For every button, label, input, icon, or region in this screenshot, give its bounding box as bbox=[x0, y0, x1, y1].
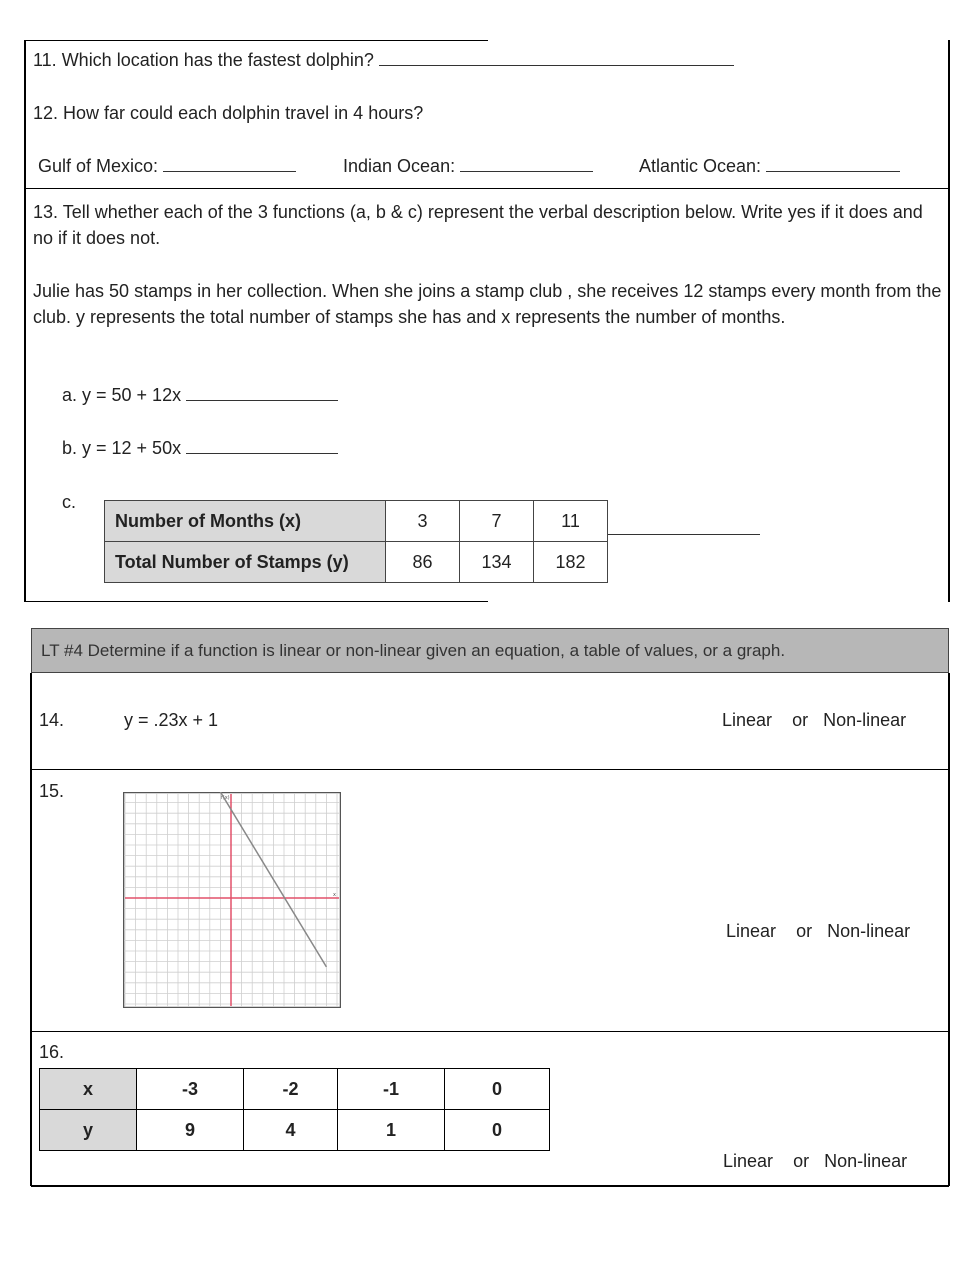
option-c-label: c. bbox=[62, 492, 77, 512]
option-a bbox=[62, 385, 338, 406]
months-header: Number of Months (x) bbox=[105, 501, 386, 542]
xy-table bbox=[39, 1068, 550, 1151]
lt4-text: LT #4 Determine if a function is linear or non-linear given an equation, a table of values, or a graph. bbox=[41, 641, 786, 660]
choice-or: or bbox=[796, 921, 813, 941]
q14-divider bbox=[31, 769, 949, 770]
table-row bbox=[105, 501, 608, 542]
table-row bbox=[40, 1069, 550, 1110]
question-11-text: 11. Which location has the fastest dolphin? bbox=[33, 50, 374, 70]
top-box-top-border bbox=[25, 40, 488, 41]
question-16-number: 16. bbox=[39, 1042, 65, 1062]
choice-nonlinear[interactable]: Non-linear bbox=[824, 1151, 908, 1171]
x-value: 0 bbox=[445, 1069, 550, 1110]
choice-linear[interactable]: Linear bbox=[726, 921, 777, 941]
stamps-value: 86 bbox=[386, 542, 460, 583]
gulf-label: Gulf of Mexico: bbox=[38, 156, 159, 176]
option-a-blank[interactable] bbox=[186, 400, 338, 401]
y-value: 0 bbox=[445, 1110, 550, 1151]
lt-box-left-border bbox=[30, 673, 32, 1186]
choice-nonlinear[interactable]: Non-linear bbox=[823, 710, 907, 730]
question-13-intro: 13. Tell whether each of the 3 functions (a, b & c) represent the verbal description below. Write yes if it does and no if it does not. bbox=[33, 202, 923, 248]
lt-box-bottom-border bbox=[31, 1185, 949, 1187]
graph-x-axis-label: x bbox=[333, 892, 336, 898]
q16-choices bbox=[723, 1151, 907, 1172]
stamps-value: 134 bbox=[460, 542, 534, 583]
y-value: 1 bbox=[338, 1110, 445, 1151]
y-header: y bbox=[40, 1110, 137, 1151]
choice-linear[interactable]: Linear bbox=[723, 1151, 774, 1171]
option-b-blank[interactable] bbox=[186, 453, 338, 454]
choice-linear[interactable]: Linear bbox=[722, 710, 773, 730]
atlantic-answer bbox=[639, 156, 900, 177]
months-value: 3 bbox=[386, 501, 460, 542]
gulf-answer bbox=[38, 156, 296, 177]
y-value: 4 bbox=[244, 1110, 338, 1151]
q14-choices bbox=[722, 710, 906, 731]
lt4-banner bbox=[31, 628, 949, 673]
choice-or: or bbox=[793, 1151, 810, 1171]
top-box-divider bbox=[25, 188, 949, 189]
top-box-right-border bbox=[948, 40, 950, 602]
indian-blank[interactable] bbox=[460, 171, 593, 172]
gulf-blank[interactable] bbox=[163, 171, 296, 172]
option-a-text: a. y = 50 + 12x bbox=[62, 385, 182, 405]
lt-box-right-border bbox=[948, 673, 950, 1186]
indian-label: Indian Ocean: bbox=[343, 156, 456, 176]
table-row bbox=[105, 542, 608, 583]
option-b-text: b. y = 12 + 50x bbox=[62, 438, 182, 458]
x-value: -2 bbox=[244, 1069, 338, 1110]
question-11 bbox=[33, 50, 734, 71]
indian-answer bbox=[343, 156, 593, 177]
months-value: 11 bbox=[534, 501, 608, 542]
x-value: -3 bbox=[137, 1069, 244, 1110]
q15-choices bbox=[726, 921, 910, 942]
question-13-story: Julie has 50 stamps in her collection. When she joins a stamp club , she receives 12 stamps every month from the club. y represents the total number of stamps she has and x represents the number of months. bbox=[33, 281, 942, 327]
graph-axis-label: f(x) bbox=[221, 795, 230, 801]
atlantic-blank[interactable] bbox=[766, 171, 900, 172]
stamps-table bbox=[104, 500, 608, 583]
question-12: 12. How far could each dolphin travel in 4 hours? bbox=[33, 103, 424, 123]
choice-nonlinear[interactable]: Non-linear bbox=[827, 921, 911, 941]
choice-or: or bbox=[792, 710, 809, 730]
top-box-bottom-border bbox=[25, 601, 488, 602]
months-value: 7 bbox=[460, 501, 534, 542]
top-box-left-border bbox=[24, 40, 26, 602]
atlantic-label: Atlantic Ocean: bbox=[639, 156, 762, 176]
option-b bbox=[62, 438, 338, 459]
question-14-number: 14. bbox=[39, 710, 65, 730]
y-value: 9 bbox=[137, 1110, 244, 1151]
table-row bbox=[40, 1110, 550, 1151]
stamps-value: 182 bbox=[534, 542, 608, 583]
q15-graph bbox=[123, 792, 341, 1008]
question-14-equation: y = .23x + 1 bbox=[124, 710, 219, 730]
x-header: x bbox=[40, 1069, 137, 1110]
stamps-header: Total Number of Stamps (y) bbox=[105, 542, 386, 583]
question-15-number: 15. bbox=[39, 781, 65, 801]
option-c-blank[interactable] bbox=[608, 534, 760, 535]
x-value: -1 bbox=[338, 1069, 445, 1110]
q15-divider bbox=[31, 1031, 949, 1032]
answer-blank-11[interactable] bbox=[379, 65, 734, 66]
